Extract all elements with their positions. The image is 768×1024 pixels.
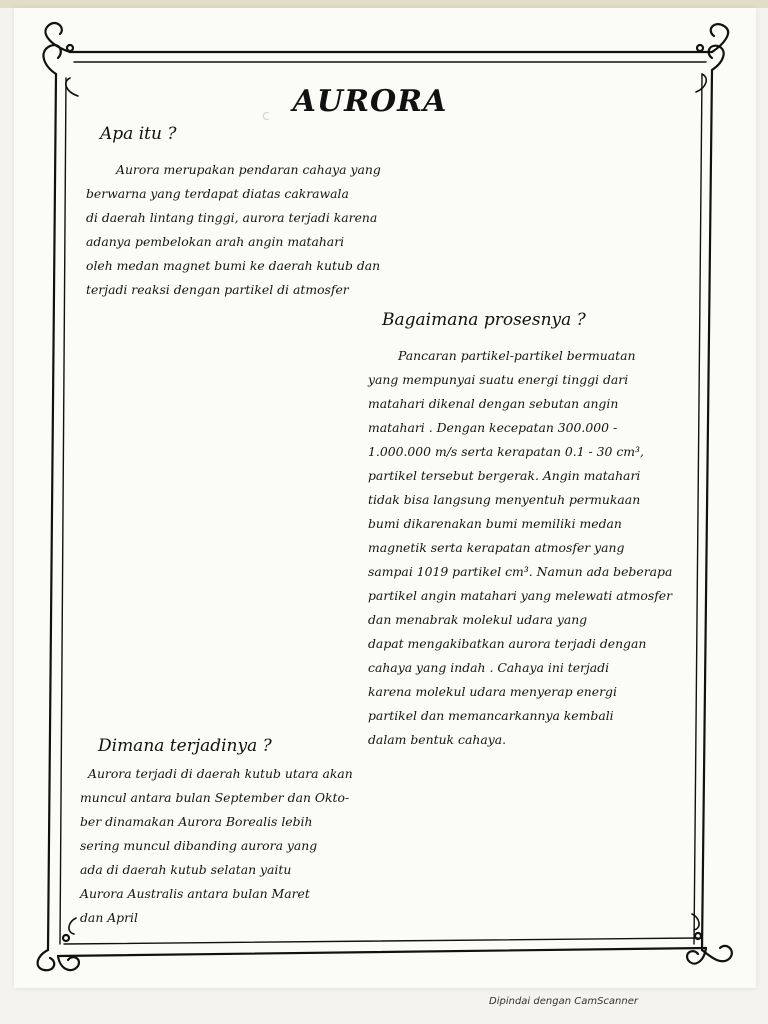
text-line: partikel dan memancarkannya kembali — [368, 708, 614, 723]
text-line: partikel angin matahari yang melewati atmosfer — [368, 588, 673, 603]
text-line: Aurora Australis antara bulan Maret — [80, 886, 310, 901]
text-line: matahari . Dengan kecepatan 300.000 - — [368, 420, 618, 435]
text-line: sering muncul dibanding aurora yang — [80, 838, 318, 853]
text-line: ber dinamakan Aurora Borealis lebih — [80, 814, 313, 829]
text-line: bumi dikarenakan bumi memiliki medan — [368, 516, 622, 531]
text-line: dan menabrak molekul udara yang — [368, 612, 588, 627]
text-line: tidak bisa langsung menyentuh permukaan — [368, 492, 641, 507]
text-line: adanya pembelokan arah angin matahari — [86, 234, 345, 249]
text-line: di daerah lintang tinggi, aurora terjadi karena — [86, 210, 378, 225]
text-line: ada di daerah kutub selatan yaitu — [80, 862, 292, 877]
faint-mark: c — [262, 108, 270, 124]
page-title: AURORA — [292, 84, 448, 119]
text-line: partikel tersebut bergerak. Angin matahari — [368, 468, 641, 483]
text-line: terjadi reaksi dengan partikel di atmosfer — [86, 282, 349, 297]
text-line: 1.000.000 m/s serta kerapatan 0.1 - 30 cm³, — [368, 444, 644, 459]
text-line: sampai 1019 partikel cm³. Namun ada beberapa — [368, 564, 673, 579]
text-line: dalam bentuk cahaya. — [368, 732, 507, 747]
section-body-bagaimana-prosesnya — [368, 344, 672, 752]
text-line: cahaya yang indah . Cahaya ini terjadi — [368, 660, 610, 675]
section-heading-dimana-terjadinya: Dimana terjadinya ? — [98, 736, 272, 756]
text-line: Pancaran partikel-partikel bermuatan — [398, 348, 636, 363]
text-line: dan April — [80, 910, 138, 925]
section-heading-apa-itu: Apa itu ? — [100, 124, 177, 144]
section-body-apa-itu — [86, 158, 381, 302]
text-line: Aurora merupakan pendaran cahaya yang — [116, 162, 381, 177]
text-line: muncul antara bulan September dan Okto- — [80, 790, 350, 805]
text-line: berwarna yang terdapat diatas cakrawala — [86, 186, 349, 201]
text-line: magnetik serta kerapatan atmosfer yang — [368, 540, 625, 555]
text-line: Aurora terjadi di daerah kutub utara akan — [88, 766, 353, 781]
scanner-watermark: Dipindai dengan CamScanner — [489, 996, 638, 1007]
section-body-dimana-terjadinya — [80, 762, 353, 930]
text-line: oleh medan magnet bumi ke daerah kutub dan — [86, 258, 381, 273]
text-line: yang mempunyai suatu energi tinggi dari — [368, 372, 629, 387]
text-line: dapat mengakibatkan aurora terjadi dengan — [368, 636, 647, 651]
section-heading-bagaimana-prosesnya: Bagaimana prosesnya ? — [382, 310, 586, 330]
text-line: matahari dikenal dengan sebutan angin — [368, 396, 619, 411]
text-line: karena molekul udara menyerap energi — [368, 684, 617, 699]
